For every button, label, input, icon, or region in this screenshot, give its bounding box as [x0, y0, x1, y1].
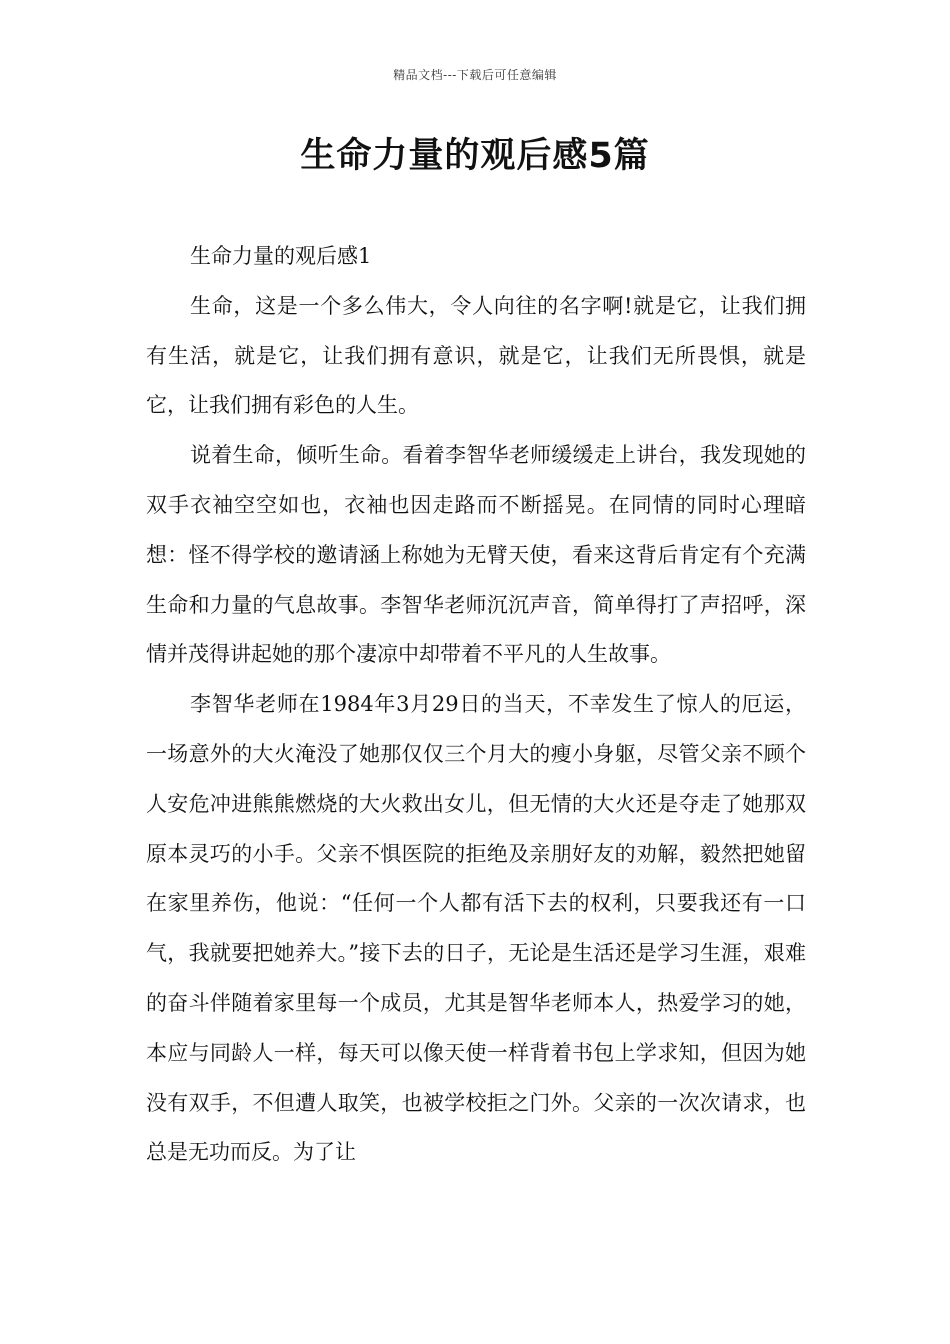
- document-body: [146, 232, 806, 1178]
- document-title: 生命力量的观后感5篇: [300, 136, 650, 176]
- section-heading: 生命力量的观后感1: [190, 244, 372, 268]
- paragraph-1: 生命，这是一个多么伟大，令人向往的名字啊!就是它，让我们拥有生活，就是它，让我们拥有意识，就是它，让我们无所畏惧，就是它，让我们拥有彩色的人生。: [146, 293, 806, 418]
- paragraph-3: 李智华老师在1984年3月29日的当天，不幸发生了惊人的厄运，一场意外的大火淹没了她那仅仅三个月大的瘦小身躯，尽管父亲不顾个人安危冲进熊熊燃烧的大火救出女儿，但无情的大火还是夺走了她那双原本灵巧的小手。父亲不惧医院的拒绝及亲朋好友的劝解，毅然把她留在家里养伤，他说：“任何一个人都有活下去的权利，只要我还有一口气，我就要把她养大。”接下去的日子，无论是生活还是学习生涯，艰难的奋斗伴随着家里每一个成员，尤其是智华老师本人，热爱学习的她，本应与同龄人一样，每天可以像天使一样背着书包上学求知，但因为她没有双手，不但遭人取笑，也被学校拒之门外。父亲的一次次请求，也总是无功而反。为了让: [146, 692, 806, 1165]
- header-note: 精品文档---下载后可任意编辑: [393, 68, 557, 82]
- paragraph-2: 说着生命，倾听生命。看着李智华老师缓缓走上讲台，我发现她的双手衣袖空空如也，衣袖也因走路而不断摇晃。在同情的同时心理暗想：怪不得学校的邀请涵上称她为无臂天使，看来这背后肯定有个充满生命和力量的气息故事。李智华老师沉沉声音，简单得打了声招呼，深情并茂得讲起她的那个凄凉中却带着不平凡的人生故事。: [146, 443, 806, 667]
